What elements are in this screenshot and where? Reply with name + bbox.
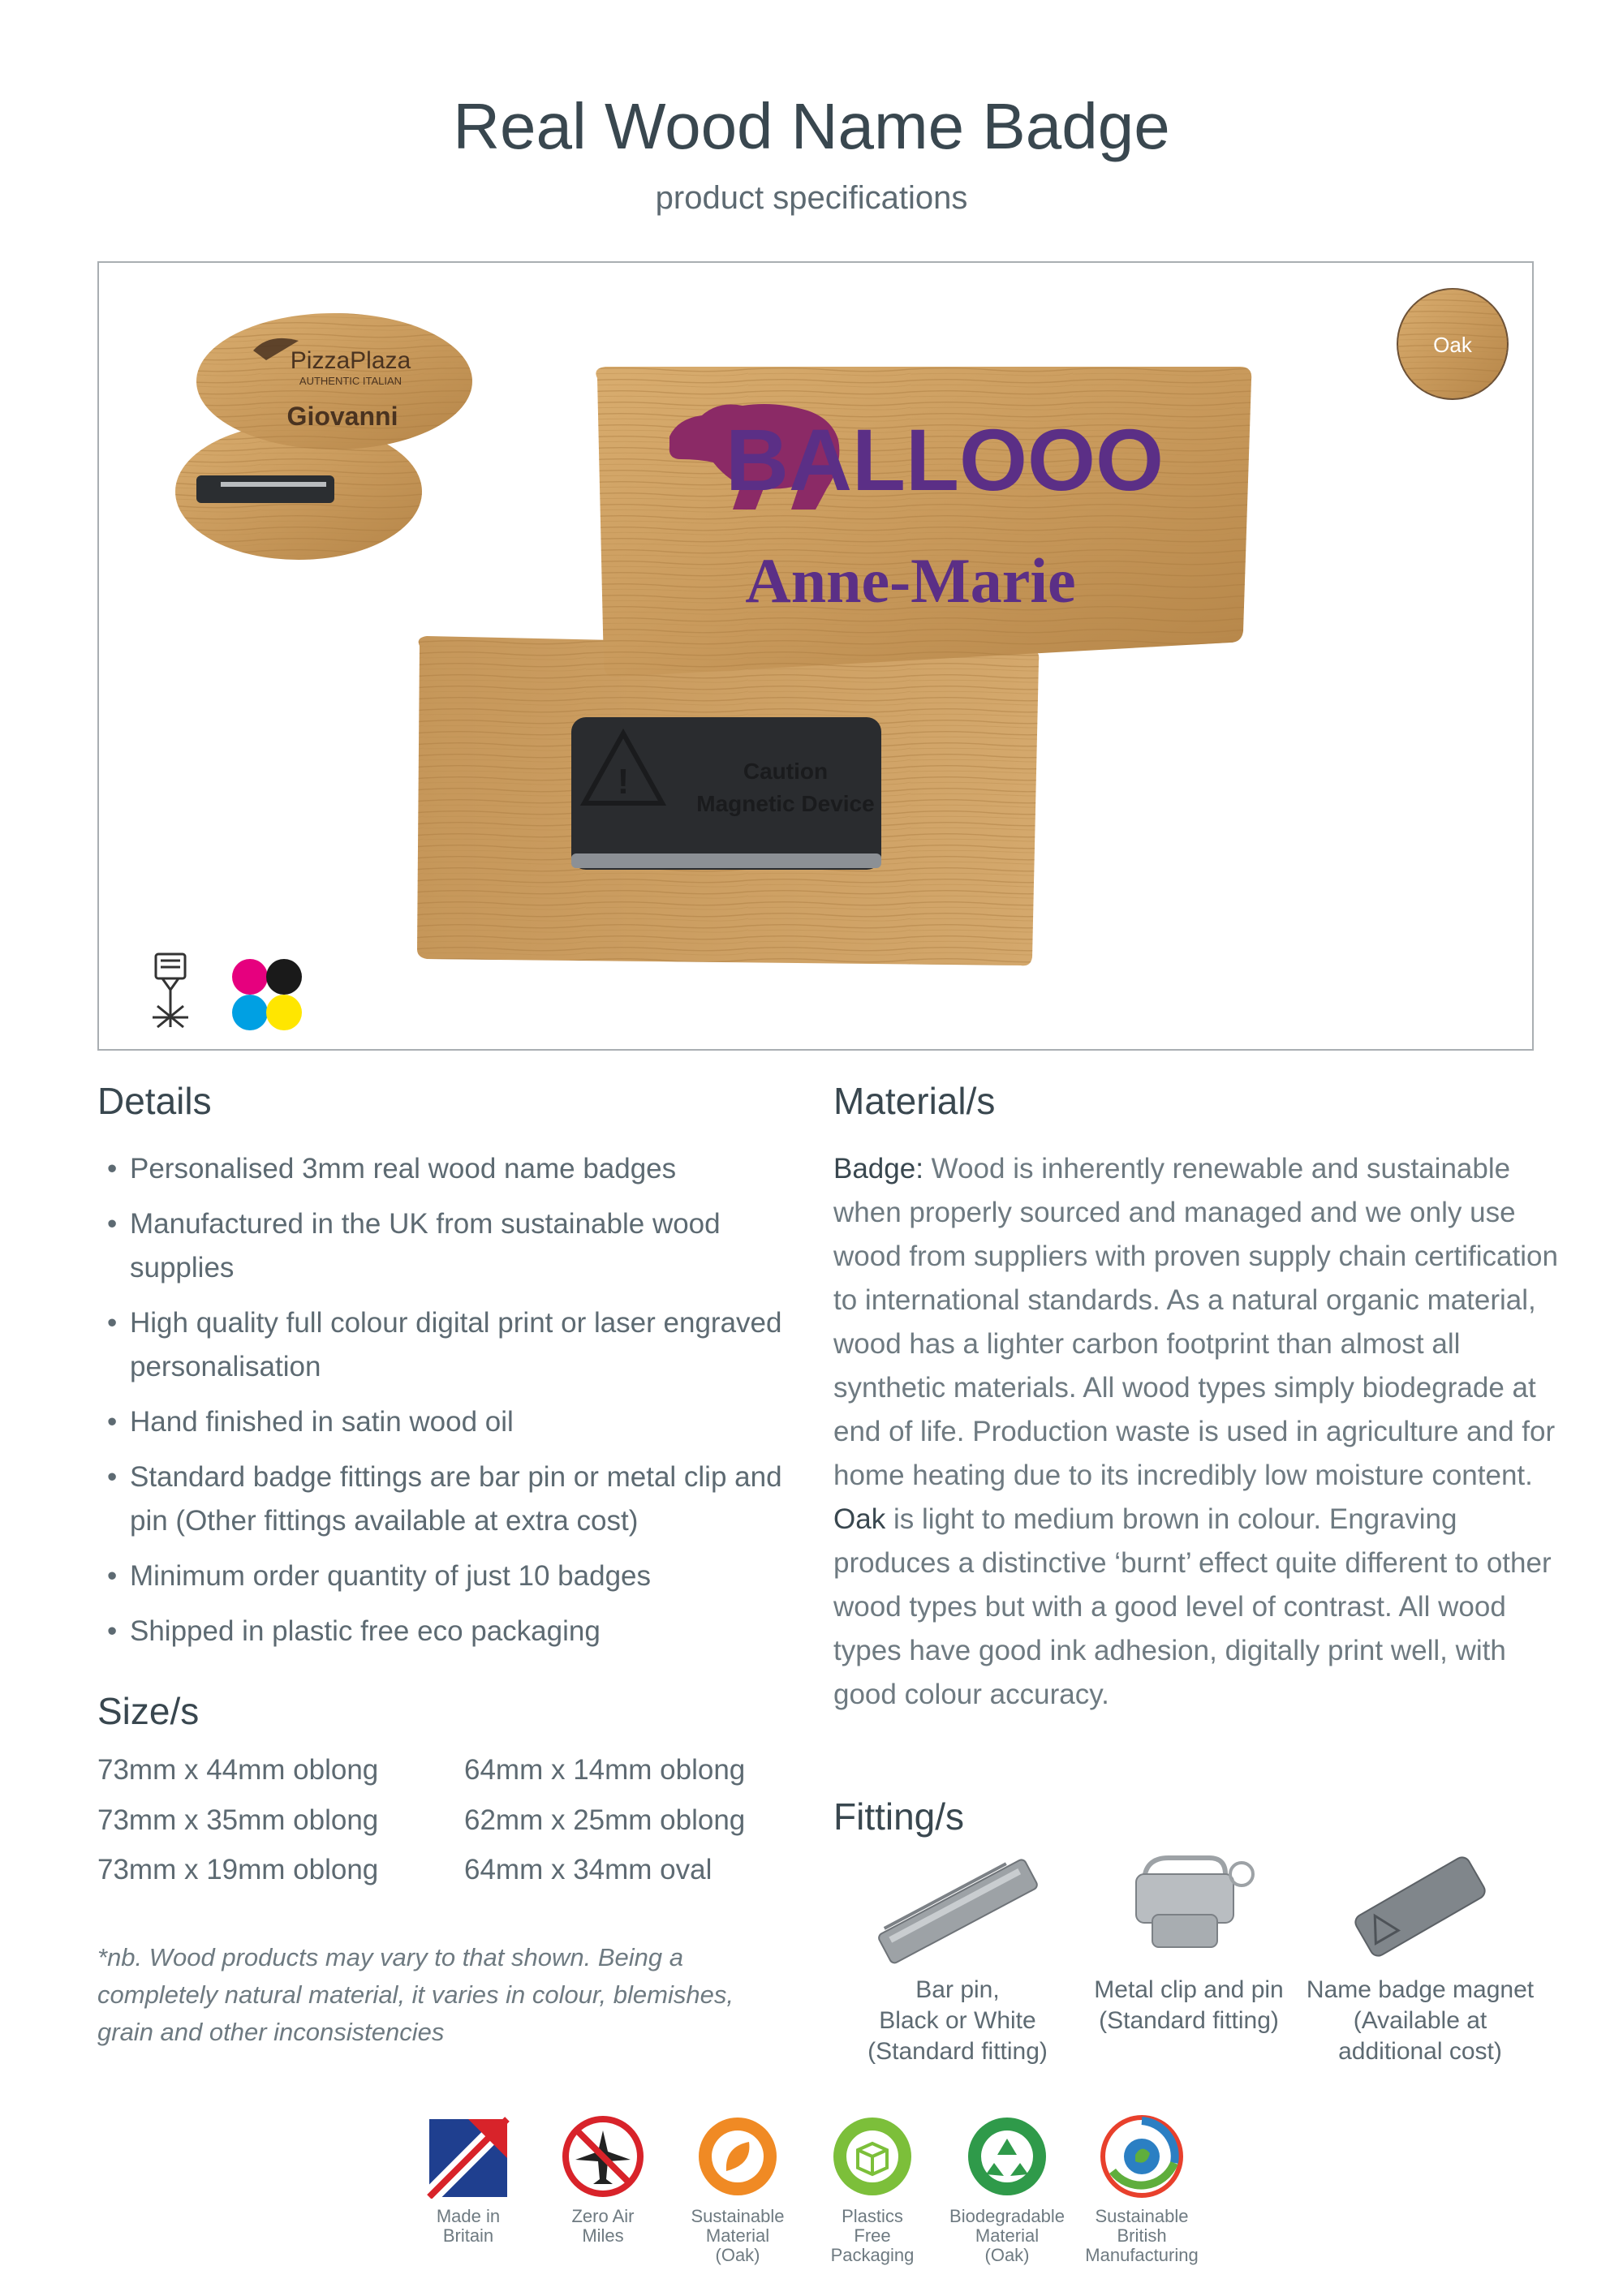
cmyk-print-icon bbox=[232, 959, 302, 1030]
details-item: • High quality full colour digital print or laser engraved personalisation bbox=[97, 1301, 795, 1389]
oak-swatch bbox=[1397, 289, 1508, 399]
material-oak-text: is light to medium brown in colour. Engraving produces a distinctive ‘burnt’ effect quite different to other wood types but with a good level of contrast. All wood types have good ink adhesion, digitally print well, with good colour accuracy. bbox=[833, 1503, 1552, 1710]
material-heading: Material/s bbox=[833, 1080, 996, 1122]
union-jack-icon bbox=[426, 2114, 510, 2199]
details-heading: Details bbox=[97, 1080, 212, 1122]
reduce-reuse-recycle-icon bbox=[1100, 2114, 1184, 2199]
badge-brand: BALLOOO bbox=[725, 411, 1164, 509]
cert-zero-air-miles: Zero Air Miles bbox=[534, 2114, 672, 2246]
cert-made-in-britain: Made in Britain bbox=[399, 2114, 537, 2246]
material-badge-text: Wood is inherently renewable and sustainable when properly sourced and managed and we only use wood from suppliers with proven supply chain certification to international standards. As a natural organic material, wood has a lighter carbon footprint than almost all synthetic materials. All wood types simply biodegrade at end of life. Production waste is used in agriculture and for home heating due to its incredibly low moisture content. bbox=[833, 1153, 1558, 1491]
oval-brand: PizzaPlaza bbox=[290, 347, 411, 374]
cert-sustainable-material: Sustainable Material (Oak) bbox=[669, 2114, 807, 2265]
box-icon bbox=[830, 2114, 915, 2199]
magnet-caution: Caution bbox=[743, 759, 829, 784]
oval-tagline: AUTHENTIC ITALIAN bbox=[299, 375, 403, 387]
cert-sustainable-british-manufacturing: Sustainable British Manufacturing bbox=[1073, 2114, 1211, 2265]
fitting-caption-metal-clip: Metal clip and pin (Standard fitting) bbox=[1094, 1976, 1284, 2034]
cert-plastics-free-packaging: Plastics Free Packaging bbox=[803, 2114, 941, 2265]
oval-badge-front bbox=[196, 313, 472, 449]
size-right-3: 64mm x 34mm oval bbox=[464, 1854, 712, 1885]
page-subtitle: product specifications bbox=[655, 180, 968, 216]
no-plane-icon bbox=[561, 2114, 645, 2199]
details-item: • Minimum order quantity of just 10 badges bbox=[97, 1554, 795, 1598]
leaf-icon bbox=[695, 2114, 780, 2199]
sizes-heading: Size/s bbox=[97, 1690, 200, 1732]
details-item: • Manufactured in the UK from sustainable wood supplies bbox=[97, 1202, 795, 1290]
material-text bbox=[833, 1147, 1564, 1717]
details-item: • Personalised 3mm real wood name badges bbox=[97, 1147, 795, 1191]
product-photo bbox=[99, 263, 1532, 1049]
material-oak-label: Oak bbox=[833, 1503, 886, 1535]
size-left-2: 73mm x 35mm oblong bbox=[97, 1804, 379, 1836]
material-badge-label: Badge: bbox=[833, 1153, 923, 1185]
rect-badge-front bbox=[596, 367, 1251, 677]
fitting-caption-bar-pin: Bar pin, Black or White (Standard fitting) bbox=[867, 1976, 1048, 2065]
size-left-1: 73mm x 44mm oblong bbox=[97, 1754, 379, 1786]
fitting-caption-magnet: Name badge magnet (Available at additional cost) bbox=[1306, 1976, 1535, 2065]
bar-pin bbox=[196, 475, 334, 503]
size-right-2: 62mm x 25mm oblong bbox=[464, 1804, 746, 1836]
metal-clip-fitting-image bbox=[1112, 1842, 1266, 1971]
badge-name: Anne-Marie bbox=[745, 545, 1076, 616]
bar-pin-fitting-image bbox=[860, 1850, 1055, 1971]
page-title: Real Wood Name Badge bbox=[453, 90, 1170, 162]
details-item: • Hand finished in satin wood oil bbox=[97, 1400, 795, 1444]
magnet-fitting bbox=[571, 717, 881, 870]
product-image-frame bbox=[97, 261, 1534, 1051]
note-text: *nb. Wood products may vary to that shown. Being a completely natural material, it varies in colour, blemishes, grain and other inconsistencies bbox=[97, 1943, 734, 2046]
rect-badge-back bbox=[417, 636, 1039, 965]
details-item: • Shipped in plastic free eco packaging bbox=[97, 1610, 795, 1653]
swatch-label: Oak bbox=[1433, 333, 1472, 357]
magnet-device: Magnetic Device bbox=[696, 791, 875, 816]
fittings-heading: Fitting/s bbox=[833, 1795, 965, 1838]
cert-biodegradable-material: Biodegradable Material (Oak) bbox=[938, 2114, 1076, 2265]
magnet-fitting-image bbox=[1347, 1842, 1493, 1971]
recycle-icon bbox=[965, 2114, 1049, 2199]
svg-text:!: ! bbox=[617, 762, 630, 802]
details-item: • Standard badge fittings are bar pin or metal clip and pin (Other fittings available at extra cost) bbox=[97, 1455, 795, 1543]
details-list bbox=[97, 1147, 795, 1665]
laser-engrave-icon bbox=[153, 954, 188, 1027]
size-left-3: 73mm x 19mm oblong bbox=[97, 1854, 379, 1885]
size-right-1: 64mm x 14mm oblong bbox=[464, 1754, 746, 1786]
oval-name: Giovanni bbox=[286, 402, 398, 431]
